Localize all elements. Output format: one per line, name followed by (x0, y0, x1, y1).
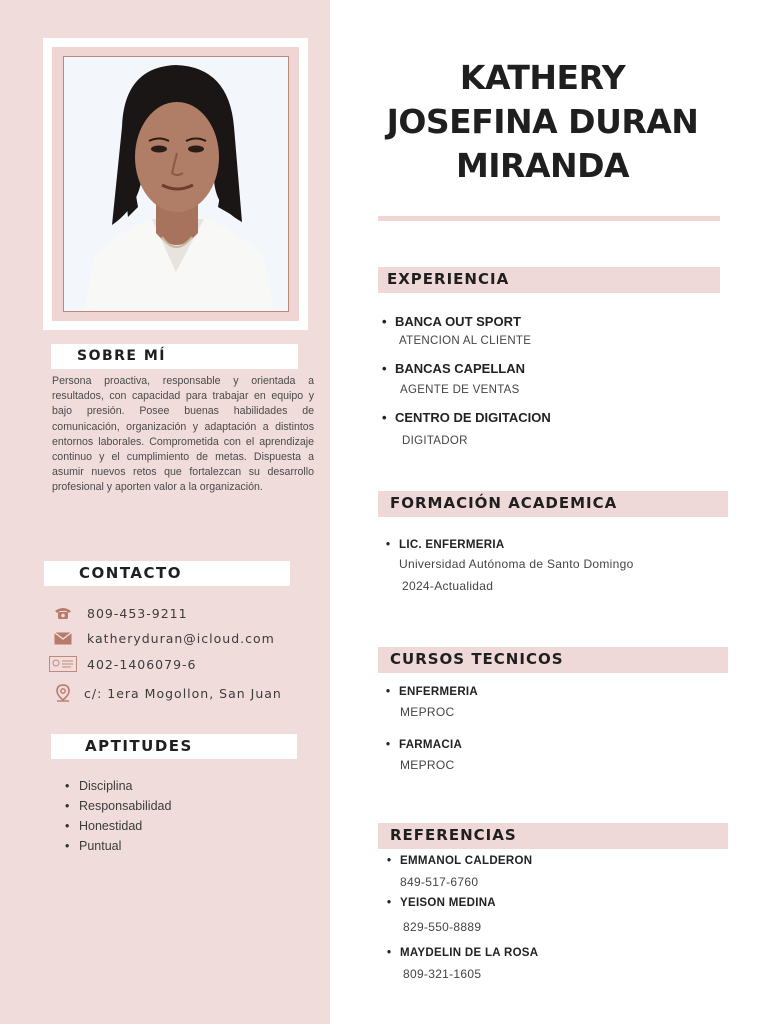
name-divider (378, 216, 720, 221)
list-item: • Honestidad (79, 816, 171, 836)
list-item: • Puntual (79, 836, 171, 856)
experience-role: DIGITADOR (402, 435, 468, 447)
reference-phone: 809-321-1605 (403, 967, 482, 981)
reference-name: • MAYDELIN DE LA ROSA (400, 947, 538, 959)
list-item: • Responsabilidad (79, 796, 171, 816)
formacion-heading: FORMACIÓN ACADEMICA (378, 491, 728, 517)
id-number: 402-1406079-6 (87, 656, 197, 672)
reference-phone: 829-550-8889 (403, 920, 482, 934)
experience-title: • BANCA OUT SPORT (395, 314, 521, 329)
profile-photo-frame (43, 38, 308, 330)
reference-phone: 849-517-6760 (400, 875, 479, 889)
contact-address-row (48, 683, 282, 703)
name-line-1: KATHERY (459, 58, 626, 97)
sobre-mi-heading: SOBRE MÍ (51, 344, 298, 369)
name-line-2: JOSEFINA DURAN (386, 102, 699, 141)
phone-icon (48, 606, 78, 620)
experience-title: • CENTRO DE DIGITACION (395, 410, 551, 425)
aptitudes-heading: APTITUDES (51, 734, 297, 759)
reference-name: • YEISON MEDINA (400, 897, 496, 909)
experiencia-heading: EXPERIENCIA (378, 267, 720, 293)
education-institution: Universidad Autónoma de Santo Domingo (399, 557, 634, 571)
education-period: 2024-Actualidad (402, 579, 494, 593)
name-line-3: MIRANDA (455, 146, 630, 185)
sobre-mi-text: Persona proactiva, responsable y orientada a resultados, con capacidad para trabajar en equipo y bajo presión. Posee buenas habilidades de comunicación, organización y adaptación a distintos entornos laborales. Comprometida con el aprendizaje continuo y el cumplimiento de metas. Dispuesta a asumir nuevos retos que fortalezcan su desarrollo profesional y aporten valor a la organización. (52, 375, 314, 494)
id-card-icon (48, 656, 78, 672)
profile-photo (63, 56, 289, 312)
list-item: • Disciplina (79, 776, 171, 796)
profile-photo-mat (52, 47, 299, 321)
course-title: • ENFERMERIA (399, 686, 478, 698)
reference-name: • EMMANOL CALDERON (400, 855, 532, 867)
phone-number[interactable]: 809-453-9211 (87, 605, 188, 621)
contact-phone-row (48, 603, 188, 623)
education-title: • LIC. ENFERMERIA (399, 539, 504, 551)
experience-role: AGENTE DE VENTAS (400, 384, 520, 396)
contact-id-row (48, 654, 197, 674)
contacto-heading: CONTACTO (44, 561, 290, 586)
email-address[interactable]: katheryduran@icloud.com (87, 630, 275, 646)
course-place: MEPROC (400, 705, 455, 719)
envelope-icon (48, 632, 78, 645)
experience-title: • BANCAS CAPELLAN (395, 361, 525, 376)
referencias-heading: REFERENCIAS (378, 823, 728, 849)
contact-email-row (48, 628, 275, 648)
aptitudes-list (79, 776, 171, 856)
portrait-illustration (64, 57, 289, 312)
course-title: • FARMACIA (399, 739, 462, 751)
course-place: MEPROC (400, 758, 455, 772)
cursos-heading: CURSOS TECNICOS (378, 647, 728, 673)
location-pin-icon (48, 684, 78, 702)
experience-role: ATENCION AL CLIENTE (399, 335, 532, 347)
address: c/: 1era Mogollon, San Juan (84, 685, 282, 701)
full-name (360, 56, 725, 188)
